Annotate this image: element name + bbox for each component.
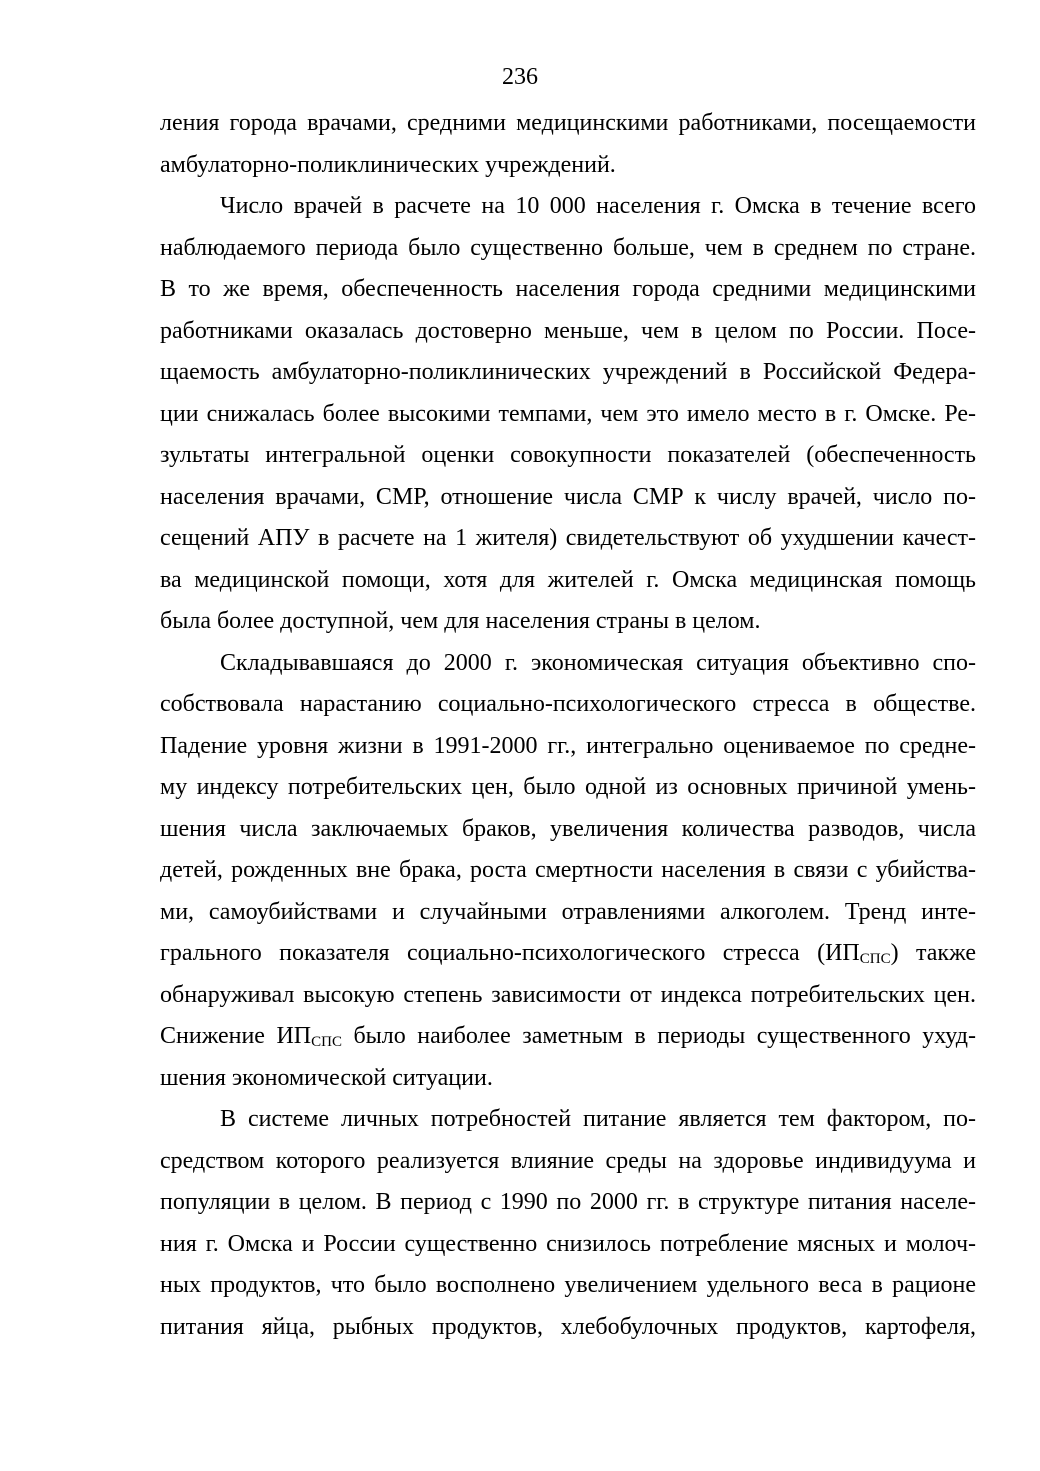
- text-line: обнаруживал высокую степень зависимости от индекса потребительских цен.: [160, 981, 976, 1008]
- text-line: работниками оказалась достоверно меньше, чем в целом по России. Посе-: [160, 317, 976, 344]
- text-line: ния г. Омска и России существенно снизилось потребление мясных и молоч-: [160, 1230, 976, 1257]
- text-line: В системе личных потребностей питание является тем фактором, по-: [220, 1106, 976, 1132]
- text-line: щаемость амбулаторно-поликлинических учреждений в Российской Федера-: [160, 359, 976, 385]
- text-line: детей, рожденных вне брака, роста смертности населения в связи с убийства-: [160, 857, 976, 883]
- text-line: питания яйца, рыбных продуктов, хлебобулочных продуктов, картофеля,: [160, 1313, 976, 1340]
- page-number: 236: [502, 64, 538, 90]
- text-line: популяции в целом. В период с 1990 по 2000 гг. в структуре питания населе-: [160, 1189, 976, 1215]
- text-line: Число врачей в расчете на 10 000 населения г. Омска в течение всего: [220, 193, 976, 219]
- text-line: Складывавшаяся до 2000 г. экономическая ситуация объективно спо-: [220, 649, 976, 676]
- text-line: ва медицинской помощи, хотя для жителей г. Омска медицинская помощь: [160, 566, 976, 593]
- paragraph-1: [160, 103, 976, 186]
- text-line-with-subscript: [160, 933, 976, 975]
- text-line: ных продуктов, что было восполнено увеличением удельного веса в рационе: [160, 1272, 976, 1298]
- text-line: собствовала нарастанию социально-психологического стресса в обществе.: [160, 691, 976, 717]
- text-line: средством которого реализуется влияние среды на здоровье индивидуума и: [160, 1147, 976, 1174]
- text-line: была более доступной, чем для населения страны в целом.: [160, 608, 761, 634]
- text-line: ции снижалась более высокими темпами, чем это имело место в г. Омске. Ре-: [160, 400, 976, 427]
- text-line: шения экономической ситуации.: [160, 1064, 493, 1091]
- text-line-with-subscript: [160, 1016, 976, 1058]
- text-fragment: Снижение ИП: [160, 1023, 312, 1049]
- text-line: ми, самоубийствами и случайными отравлениями алкоголем. Тренд инте-: [160, 898, 976, 925]
- paragraph-2: [160, 186, 976, 643]
- subscript: СПС: [311, 1034, 342, 1050]
- text-line: сещений АПУ в расчете на 1 жителя) свидетельствуют об ухудшении качест-: [160, 525, 976, 551]
- text-line: Падение уровня жизни в 1991-2000 гг., интегрально оцениваемое по средне-: [160, 732, 976, 759]
- text-fragment: грального показателя социально-психологического стресса (ИП: [160, 940, 860, 966]
- text-line: населения врачами, СМР, отношение числа СМР к числу врачей, число по-: [160, 483, 976, 510]
- text-line: ления города врачами, средними медицинскими работниками, посещаемости: [160, 110, 976, 136]
- text-fragment: ) также: [890, 940, 976, 966]
- body-text: [160, 103, 976, 1348]
- text-line: шения числа заключаемых браков, увеличения количества разводов, числа: [160, 815, 976, 842]
- text-line: амбулаторно-поликлинических учреждений.: [160, 151, 616, 178]
- text-fragment: было наиболее заметным в периоды существенного ухуд-: [341, 1023, 976, 1049]
- text-line: зультаты интегральной оценки совокупности показателей (обеспеченность: [160, 442, 976, 468]
- text-line: В то же время, обеспеченность населения города средними медицинскими: [160, 276, 976, 302]
- text-line: наблюдаемого периода было существенно больше, чем в среднем по стране.: [160, 234, 976, 261]
- text-line: му индексу потребительских цен, было одной из основных причиной умень-: [160, 774, 976, 800]
- paragraph-4: [160, 1099, 976, 1348]
- paragraph-3: [160, 643, 976, 1100]
- subscript: СПС: [859, 951, 891, 967]
